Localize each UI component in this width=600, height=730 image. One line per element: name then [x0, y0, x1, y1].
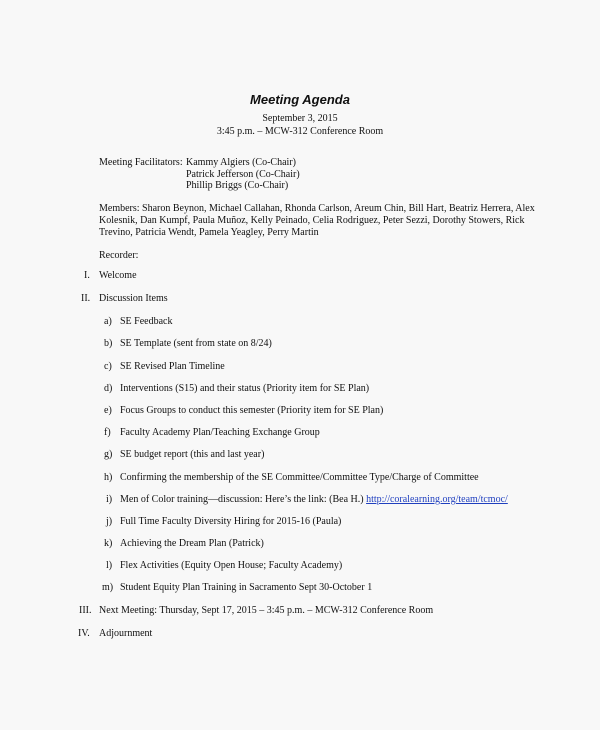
facilitator-name: Patrick Jefferson (Co-Chair) — [186, 169, 300, 180]
sub-item-text: Full Time Faculty Diversity Hiring for 2015-16 (Paula) — [120, 516, 342, 527]
sub-item-letter: m) — [102, 582, 114, 593]
sub-item-text: Focus Groups to conduct this semester (Priority item for SE Plan) — [120, 405, 384, 416]
sub-item-letter: j) — [106, 516, 113, 527]
agenda-item-adjournment: Adjournment — [99, 628, 153, 639]
sub-item-letter: i) — [106, 494, 113, 505]
sub-item-letter: h) — [104, 472, 113, 483]
members-line: Kolesnik, Dan Kumpf, Paula Muñoz, Kelly Peinado, Celia Rodriguez, Peter Sezzi, Dorothy Stowers, Rick — [99, 215, 525, 226]
sub-item-text: Achieving the Dream Plan (Patrick) — [120, 538, 264, 549]
recorder-label: Recorder: — [99, 250, 139, 261]
facilitator-name: Kammy Algiers (Co-Chair) — [186, 157, 296, 168]
sub-item-text: SE budget report (this and last year) — [120, 449, 265, 460]
sub-item-letter: a) — [104, 316, 112, 327]
sub-item-text: Interventions (S15) and their status (Priority item for SE Plan) — [120, 383, 370, 394]
sub-item-letter: c) — [104, 361, 112, 372]
sub-item-letter: g) — [104, 449, 113, 460]
members-line: Trevino, Patricia Wendt, Pamela Yeagley, Perry Martin — [99, 227, 319, 238]
sub-item-text: SE Revised Plan Timeline — [120, 361, 225, 372]
sub-item-letter: e) — [104, 405, 112, 416]
meeting-date: September 3, 2015 — [262, 113, 338, 124]
sub-item-letter: l) — [106, 560, 113, 571]
sub-item-letter: b) — [104, 338, 113, 349]
agenda-numeral: III. — [79, 605, 92, 616]
sub-item-letter: d) — [104, 383, 113, 394]
sub-item-text: SE Template (sent from state on 8/24) — [120, 338, 272, 349]
sub-item-text-body: Men of Color training—discussion: Here’s the link: (Bea H.) — [120, 494, 367, 505]
facilitator-name: Phillip Briggs (Co-Chair) — [186, 180, 289, 191]
page-title: Meeting Agenda — [250, 92, 350, 107]
agenda-item-next-meeting: Next Meeting: Thursday, Sept 17, 2015 – 3:45 p.m. – MCW-312 Conference Room — [99, 605, 434, 616]
facilitators-label: Meeting Facilitators: — [99, 157, 183, 168]
sub-item-text: SE Feedback — [120, 316, 173, 327]
men-of-color-link[interactable]: http://coralearning.org/team/tcmoc/ — [366, 494, 508, 505]
sub-item-text: Flex Activities (Equity Open House; Faculty Academy) — [120, 560, 343, 571]
sub-item-text: Student Equity Plan Training in Sacramento Sept 30-October 1 — [120, 582, 373, 593]
sub-item-letter: f) — [104, 427, 111, 438]
sub-item-text — [120, 494, 508, 506]
agenda-numeral: II. — [81, 293, 91, 304]
sub-item-letter: k) — [104, 538, 113, 549]
sub-item-text: Confirming the membership of the SE Committee/Committee Type/Charge of Committee — [120, 472, 479, 483]
agenda-item-discussion: Discussion Items — [99, 293, 168, 304]
meeting-time-location: 3:45 p.m. – MCW-312 Conference Room — [216, 126, 384, 137]
agenda-numeral: I. — [84, 270, 90, 281]
members-line: Members: Sharon Beynon, Michael Callahan, Rhonda Carlson, Areum Chin, Bill Hart, Beatriz Herrera, Alex — [99, 203, 535, 214]
sub-item-text: Faculty Academy Plan/Teaching Exchange Group — [120, 427, 320, 438]
agenda-numeral: IV. — [78, 628, 90, 639]
agenda-item-welcome: Welcome — [99, 270, 137, 281]
